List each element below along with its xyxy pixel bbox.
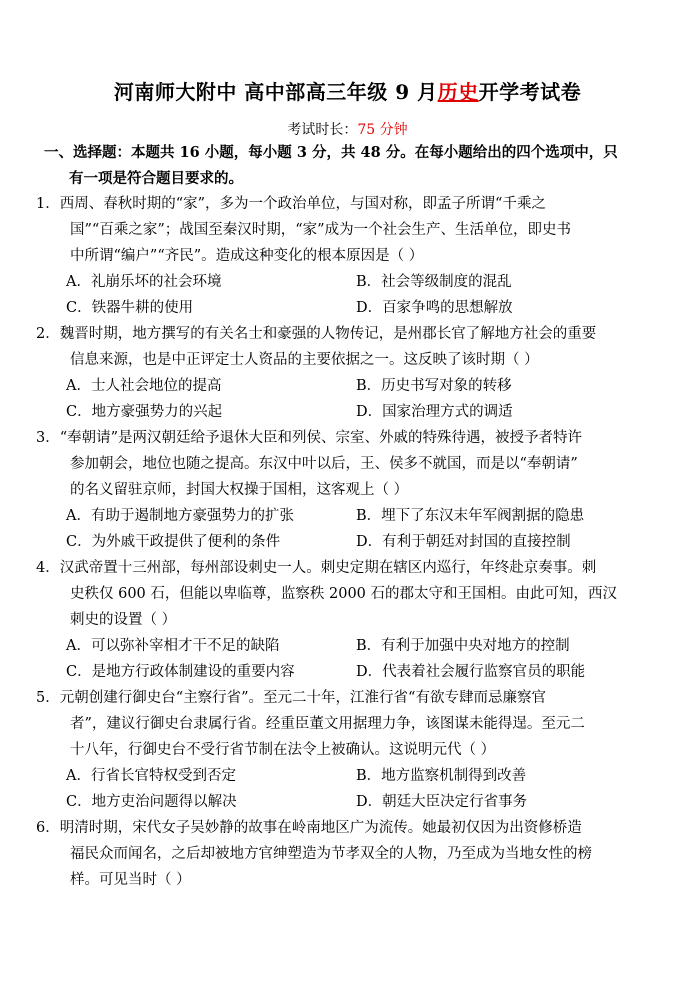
question-1	[36, 191, 662, 269]
option-d[interactable]: D．朝廷大臣决定行省事务	[356, 794, 528, 810]
question-line: 样。可见当时（ ）	[70, 872, 191, 888]
option-a[interactable]: A．礼崩乐坏的社会环境	[66, 274, 222, 290]
question-line: 6．明清时期，宋代女子吴妙静的故事在岭南地区广为流传。她最初仅因为出资修桥造	[36, 820, 582, 836]
question-1-options	[66, 269, 666, 321]
question-line: 2．魏晋时期，地方撰写的有关名士和豪强的人物传记，是州郡长官了解地方社会的重要	[36, 326, 597, 342]
section-heading-line-2: 有一项是符合题目要求的。	[69, 170, 243, 187]
question-5-options	[66, 763, 666, 815]
option-d[interactable]: D．百家争鸣的思想解放	[356, 300, 513, 316]
question-4	[36, 555, 662, 633]
option-c[interactable]: C．是地方行政体制建设的重要内容	[66, 664, 295, 680]
question-line: 3．“奉朝请”是两汉朝廷给予退休大臣和列侯、宗室、外戚的特殊待遇，被授予者特许	[36, 430, 583, 446]
question-6	[36, 815, 662, 893]
question-line: 中所谓“编户”“齐民”。造成这种变化的根本原因是（ ）	[70, 248, 424, 264]
option-c[interactable]: C．为外戚干政提供了便利的条件	[66, 534, 281, 550]
question-line: 十八年，行御史台不受行省节制在法令上被确认。这说明元代（ ）	[70, 742, 496, 758]
section-heading-line-1: 一、选择题：本题共 16 小题，每小题 3 分，共 48 分。在每小题给出的四个选项中，只	[44, 144, 618, 161]
title-suffix: 开学考试卷	[478, 80, 582, 104]
question-5	[36, 685, 662, 763]
question-3	[36, 425, 662, 503]
question-4-options	[66, 633, 666, 685]
option-d[interactable]: D．代表着社会履行监察官员的职能	[356, 664, 586, 680]
duration-label: 考试时长：	[287, 122, 358, 138]
title-subject-highlight: 历史	[437, 80, 479, 104]
question-line: 福民众而闻名，之后却被地方官绅塑造为节孝双全的人物，乃至成为当地女性的榜	[70, 846, 592, 862]
question-3-options	[66, 503, 666, 555]
question-line: 刺史的设置（ ）	[70, 612, 177, 628]
option-a[interactable]: A．士人社会地位的提高	[66, 378, 222, 394]
option-d[interactable]: D．国家治理方式的调适	[356, 404, 513, 420]
question-2	[36, 321, 662, 373]
option-d[interactable]: D．有利于朝廷对封国的直接控制	[356, 534, 571, 550]
option-b[interactable]: B．历史书写对象的转移	[356, 378, 512, 394]
question-line: 的名义留驻京师，封国大权操于国相，这客观上（ ）	[70, 482, 409, 498]
section-heading	[44, 140, 664, 192]
question-line: 史秩仅 600 石，但能以卑临尊，监察秩 2000 石的郡太守和王国相。由此可知，西汉	[70, 586, 618, 602]
option-c[interactable]: C．铁器牛耕的使用	[66, 300, 194, 316]
question-line: 5．元朝创建行御史台“主察行省”。至元二十年，江淮行省“有欲专肆而忌廉察官	[36, 690, 546, 706]
question-line: 4．汉武帝置十三州部，每州部设刺史一人。刺史定期在辖区内巡行，年终赴京奏事。刺	[36, 560, 597, 576]
page-title	[0, 76, 695, 105]
option-b[interactable]: B．有利于加强中央对地方的控制	[356, 638, 570, 654]
exam-duration	[0, 119, 695, 139]
option-b[interactable]: B．社会等级制度的混乱	[356, 274, 512, 290]
question-line: 国”“百乘之家”；战国至秦汉时期，“家”成为一个社会生产、生活单位，即史书	[70, 222, 572, 238]
duration-value: 75 分钟	[357, 122, 408, 138]
question-line: 者”，建议行御史台隶属行省。经重臣董文用据理力争，该图谋未能得逞。至元二	[70, 716, 585, 732]
question-line: 1．西周、春秋时期的“家”，多为一个政治单位，与国对称，即孟子所谓“千乘之	[36, 196, 546, 212]
option-a[interactable]: A．有助于遏制地方豪强势力的扩张	[66, 508, 294, 524]
title-prefix: 河南师大附中 高中部高三年级 9 月	[113, 80, 438, 104]
option-c[interactable]: C．地方吏治问题得以解决	[66, 794, 237, 810]
question-line: 信息来源，也是中正评定士人资品的主要依据之一。这反映了该时期（ ）	[70, 352, 539, 368]
question-line: 参加朝会，地位也随之提高。东汉中叶以后，王、侯多不就国，而是以“奉朝请”	[70, 456, 578, 472]
question-2-options	[66, 373, 666, 425]
option-a[interactable]: A．可以弥补宰相才干不足的缺陷	[66, 638, 280, 654]
option-b[interactable]: B．地方监察机制得到改善	[356, 768, 527, 784]
option-a[interactable]: A．行省长官特权受到否定	[66, 768, 236, 784]
option-c[interactable]: C．地方豪强势力的兴起	[66, 404, 223, 420]
option-b[interactable]: B．埋下了东汉末年军阀割据的隐患	[356, 508, 585, 524]
